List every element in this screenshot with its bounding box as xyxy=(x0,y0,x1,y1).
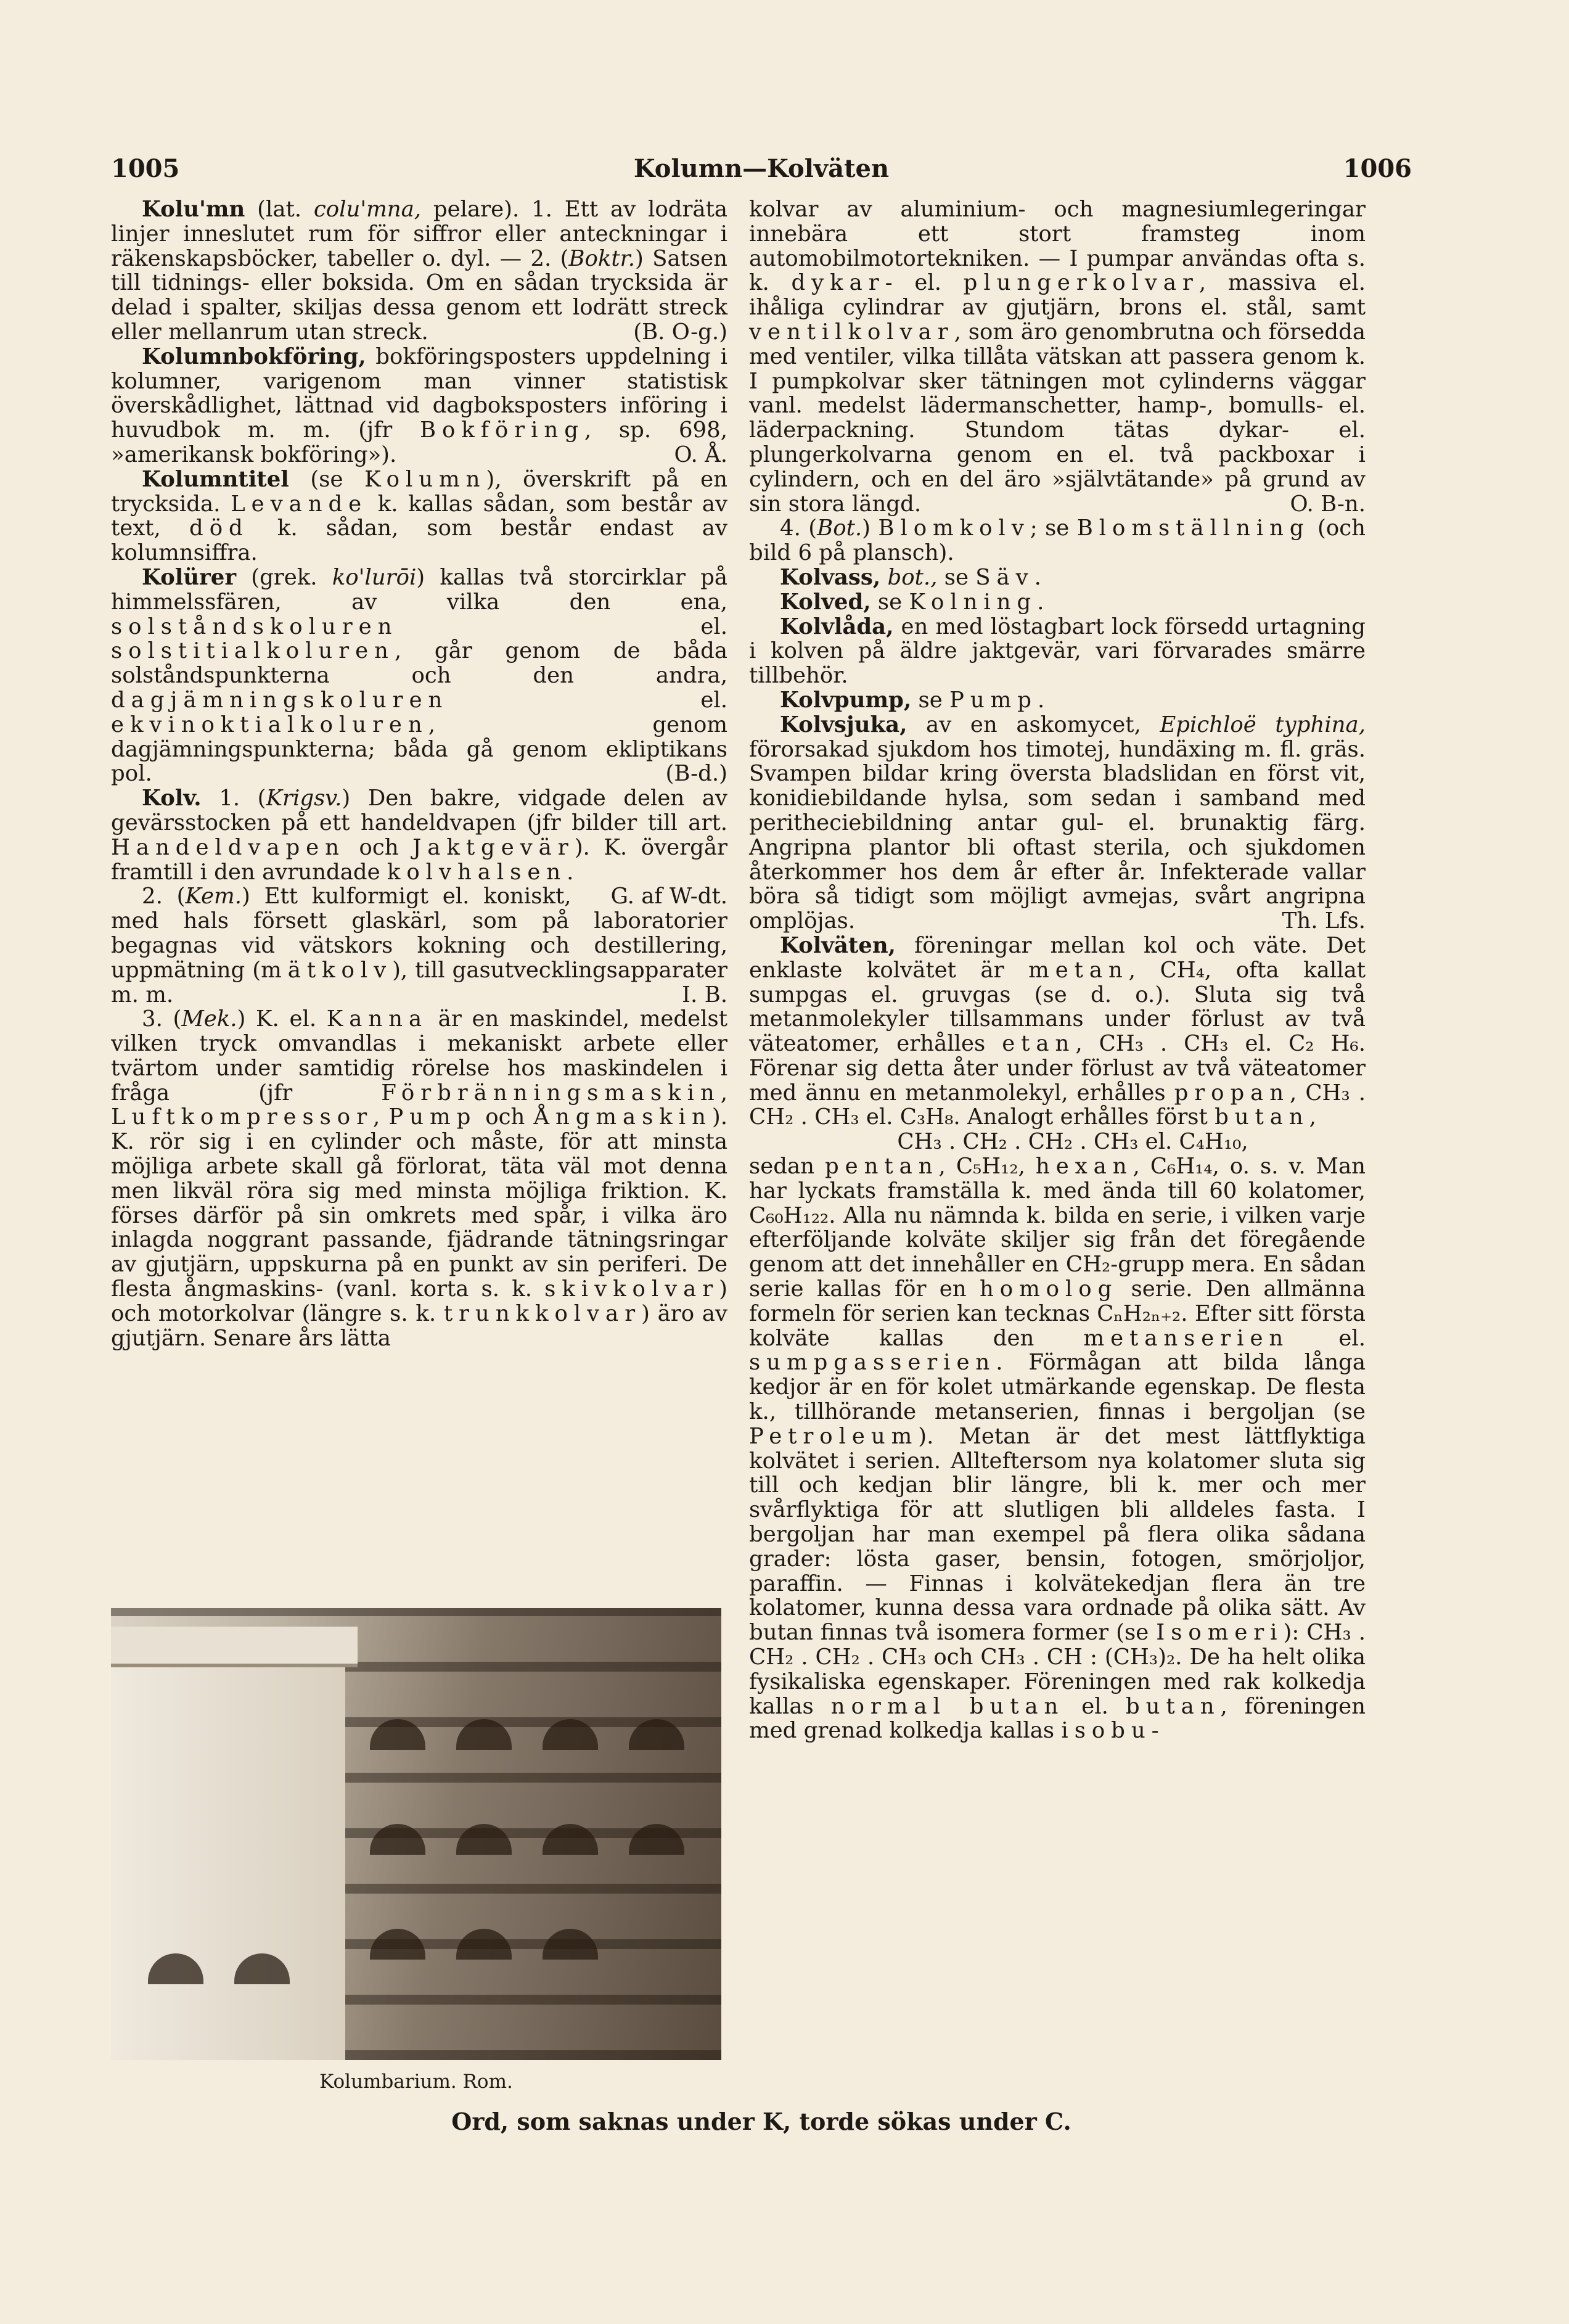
entry-kolvaten: Kolväten, föreningar mellan kol och väte. Det enklaste kolvätet är metan, CH₄, ofta kallat sumpgas el. gruvgas (se d. o.). Sluta sig två metanmolekyler tillsammans under förlust av två väteatomer, erhålles etan, CH₃ . CH₃ el. C₂ H₆. Förenar sig detta åter under förlust av två väteatomer med ännu en metanmolekyl, erhålles propan, CH₃ . CH₂ . CH₃ el. C₃H₈. Analogt erhålles först butan, xyxy=(749,932,1366,1130)
left-column xyxy=(111,197,727,1350)
butane-formula: CH₃ . CH₂ . CH₂ . CH₃ el. C₄H₁₀, xyxy=(897,1129,1248,1155)
headword: Kolväten, xyxy=(780,932,896,958)
entry-kolv-1: Kolv. 1. (Krigsv.) Den bakre, vidgade delen av gevärsstocken på ett handeldvapen (jfr bilder till art. Handeldvapen och Jaktgevär). K. övergår framtill i den avrundade kolvhalsen. G. af W-dt. xyxy=(111,786,727,909)
entry-kolvsjuka: Kolvsjuka, av en askomycet, Epichloë typhina, förorsakad sjukdom hos timotej, hundäxing m. fl. gräs. Svampen bildar kring översta bladslidan en först vit, konidiebildande hylsa, som sedan i samband med peritheciebildning antar gul- el. brunaktig färg. Angripna plantor bli oftast sterila, och sjukdomen återkommer hos dem år efter år. Infekterade vallar böra så tidigt som möjligt avmejas, svårt angripna omplöjas. Th. Lfs. xyxy=(749,712,1366,934)
entry-kolvaten-cont: sedan pentan, C₅H₁₂, hexan, C₆H₁₄, o. s. v. Man har lyckats framställa k. med ända till 60 kolatomer, C₆₀H₁₂₂. Alla nu nämnda k. bilda en serie, i vilken varje efterföljande kolväte skiljer sig från det föregående genom att det innehåller en CH₂-grupp mera. En sådan serie kallas för en homolog serie. Den allmänna formeln för serien kan tecknas CₙH₂ₙ₊₂. Efter sitt första kolväte kallas den metanserien el. sumpgasserien. Förmågan att bilda långa kedjor är en för kolet utmärkande egenskap. De flesta k., tillhörande metanserien, finnas i bergoljan (se Petroleum). Metan är det mest lättflyktiga kolvätet i serien. Allteftersom nya kolatomer sluta sig till och kedjan blir längre, bli k. mer och mer svårflyktiga för att slutligen bli alldeles fasta. I bergoljan har man exempel på flera olika sådana grader: lösta gaser, bensin, fotogen, smörjoljor, paraffin. — Finnas i kolvätekedjan flera än tre kolatomer, kunna dessa vara ordnade på olika sätt. Av butan finnas två isomera former (se Isomeri): CH₃ . CH₂ . CH₂ . CH₃ och CH₃ . CH : (CH₃)₂. De ha helt olika fysikaliska egenskaper. Föreningen med rak kolkedja kallas normal butan el. butan, föreningen med grenad kolkedja kallas isobu- xyxy=(749,1154,1366,1744)
entry-kolv-2: 2. (Kem.) Ett kulformigt el. koniskt, med hals försett glaskärl, som på laboratorier begagnas vid vätskors kokning och destillering, uppmätning (mätkolv), till gasutvecklingsapparater m. m. I. B. xyxy=(111,884,727,1008)
headword: Kolved, xyxy=(780,589,871,615)
headword: Kolumnbokföring, xyxy=(142,343,366,369)
footer-note: Ord, som saknas under K, torde sökas under C. xyxy=(451,2108,1071,2135)
author-signature: I. B. xyxy=(682,982,727,1008)
entry-kolv-3-cont: kolvar av aluminium- och magnesiumlegeringar innebära ett stort framsteg inom automobilmotortekniken. — I pumpar användas ofta s. k. dykar- el. plungerkolvar, massiva el. ihåliga cylindrar av gjutjärn, brons el. stål, samt ventilkolvar, som äro genombrutna och försedda med ventiler, vilka tillåta vätskan att passera genom k. I pumpkolvar sker tätningen mot cylinderns väggar vanl. medelst lädermanschetter, hamp-, bomulls- el. läderpackning. Stundom tätas dykar- el. plungerkolvarna genom en el. två packboxar i cylindern, och en del äro »självtätande» på grund av sin stora längd. O. B-n. xyxy=(749,197,1366,517)
author-signature: (B. O-g.) xyxy=(633,319,727,345)
entry-kolvass: Kolvass, bot., se Säv. xyxy=(780,564,1041,590)
author-signature: G. af W-dt. xyxy=(610,884,727,909)
tomb-monument xyxy=(111,1627,345,2060)
headword: Kolvass, xyxy=(780,564,881,590)
headword: Kolumntitel xyxy=(142,466,289,492)
tomb-cornice xyxy=(111,1627,358,1667)
entry-kolvlada: Kolvlåda, en med löstagbart lock försedd urtagning i kolven på äldre jaktgevär, vari förvarades smärre tillbehör. xyxy=(749,614,1366,689)
entry-kolv-4: 4. (Bot.) Blomkolv; se Blomställning (och bild 6 på plansch). xyxy=(749,515,1366,566)
entry-kolumn: Kolu'mn (lat. colu'mna, pelare). 1. Ett av lodräta linjer inneslutet rum för siffror eller anteckningar i räkenskapsböcker, tabeller o. dyl. — 2. (Boktr.) Satsen till tidnings- eller boksida. Om en sådan trycksida är delad i spalter, skiljas dessa genom ett lodrätt streck eller mellanrum utan streck. (B. O-g.) xyxy=(111,197,728,345)
author-signature: O. B-n. xyxy=(1290,491,1366,517)
headword: Kolürer xyxy=(142,564,237,590)
entry-kolumnbokforing: Kolumnbokföring, bokföringsposters uppdelning i kolumner, varigenom man vinner statistisk överskådlighet, lättnad vid dagboksposters införing i huvudbok m. m. (jfr Bokföring, sp. 698, »amerikansk bokföring»). O. Å. xyxy=(111,343,727,467)
page-number-right: 1006 xyxy=(1343,154,1412,183)
headword: Kolvpump, xyxy=(780,687,912,713)
figure-caption: Kolumbarium. Rom. xyxy=(319,2071,513,2093)
entry-kolvpump: Kolvpump, se Pump. xyxy=(780,687,1045,713)
entry-kolurer: Kolürer (grek. ko'lurōi) kallas två storcirklar på himmelssfären, av vilka den ena, solståndskoluren el. solstitialkoluren, går genom de båda solståndspunkterna och den andra, dagjämningskoluren el. ekvinoktialkoluren, genom dagjämningspunkterna; båda gå genom ekliptikans pol. (B-d.) xyxy=(111,564,727,787)
author-signature: Th. Lfs. xyxy=(1282,908,1366,934)
headword: Kolvsjuka, xyxy=(780,712,907,737)
author-signature: (B-d.) xyxy=(665,761,727,787)
entry-kolumntitel: Kolumntitel (se Kolumn), överskrift på en trycksida. Levande k. kallas sådan, som består av text, död k. sådan, som består endast av kolumnsiffra. xyxy=(111,466,728,566)
headword: Kolvlåda, xyxy=(780,614,894,639)
entry-kolv-3: 3. (Mek.) K. el. Kanna är en maskindel, medelst vilken tryck omvandlas i mekaniskt arbete eller tvärtom under samtidig rörelse hos maskindelen i fråga (jfr Förbränningsmaskin, Luftkompressor, Pump och Ångmaskin). K. rör sig i en cylinder och måste, för att minsta möjliga arbete skall gå förlorat, täta väl mot denna men likväl röra sig med minsta möjliga friktion. K. förses därför på sin omkrets med spår, i vilka äro inlagda noggrant passande, fjädrande tätningsringar av gjutjärn, uppskurna på en punkt av sin periferi. De flesta ångmaskins- (vanl. korta s. k. skivkolvar) och motorkolvar (längre s. k. trunkkolvar) äro av gjutjärn. Senare års lätta xyxy=(111,1006,728,1351)
running-title: Kolumn—Kolväten xyxy=(633,154,890,183)
headword: Kolv. xyxy=(142,786,202,811)
author-signature: O. Å. xyxy=(674,441,727,467)
running-header xyxy=(111,154,1412,197)
right-column xyxy=(749,197,1366,1743)
columbarium-photo xyxy=(111,1608,721,2060)
page-number-left: 1005 xyxy=(111,154,180,183)
headword: Kolu'mn xyxy=(142,197,245,222)
entry-kolved: Kolved, se Kolning. xyxy=(780,589,1044,615)
